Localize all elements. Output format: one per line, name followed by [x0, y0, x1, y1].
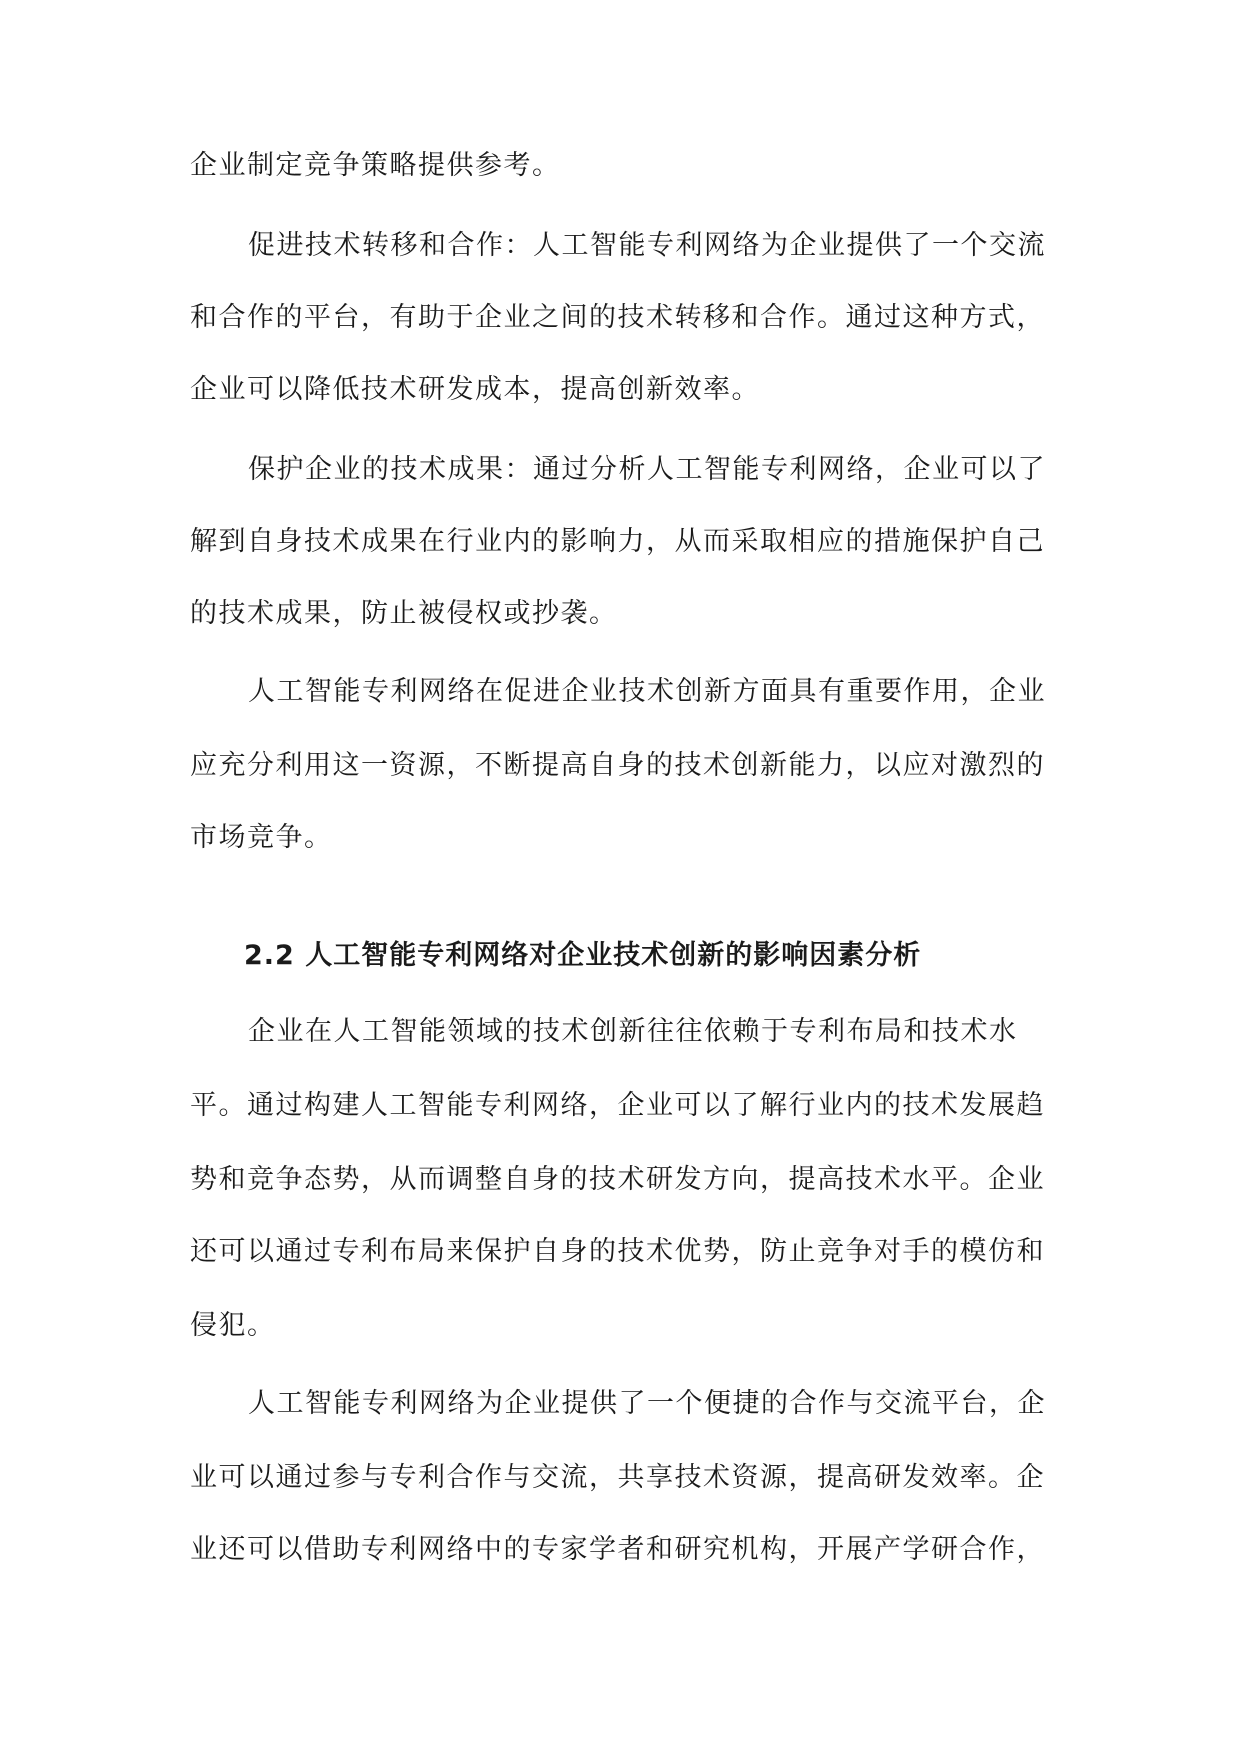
- text-line: 和合作的平台，有助于企业之间的技术转移和合作。通过这种方式，: [190, 302, 1045, 333]
- text-line: 应充分利用这一资源，不断提高自身的技术创新能力，以应对激烈的: [190, 750, 1045, 781]
- text-line: 业还可以借助专利网络中的专家学者和研究机构，开展产学研合作，: [190, 1534, 1045, 1565]
- text-line: 人工智能专利网络为企业提供了一个便捷的合作与交流平台，企: [248, 1388, 1046, 1419]
- text-line: 业可以通过参与专利合作与交流，共享技术资源，提高研发效率。企: [190, 1462, 1045, 1493]
- text-line: 企业制定竞争策略提供参考。: [190, 150, 561, 181]
- section-heading: 2.2 人工智能专利网络对企业技术创新的影响因素分析: [244, 940, 922, 971]
- text-line: 势和竞争态势，从而调整自身的技术研发方向，提高技术水平。企业: [190, 1164, 1045, 1195]
- text-line: 侵犯。: [190, 1310, 276, 1341]
- text-line: 的技术成果，防止被侵权或抄袭。: [190, 598, 618, 629]
- text-line: 市场竞争。: [190, 822, 333, 853]
- text-line: 人工智能专利网络在促进企业技术创新方面具有重要作用，企业: [248, 676, 1046, 707]
- text-line: 解到自身技术成果在行业内的影响力，从而采取相应的措施保护自己: [190, 526, 1045, 557]
- text-line: 还可以通过专利布局来保护自身的技术优势，防止竞争对手的模仿和: [190, 1236, 1045, 1267]
- text-line: 保护企业的技术成果：通过分析人工智能专利网络，企业可以了: [248, 454, 1046, 485]
- text-line: 企业可以降低技术研发成本，提高创新效率。: [190, 374, 760, 405]
- text-line: 促进技术转移和合作：人工智能专利网络为企业提供了一个交流: [248, 230, 1046, 261]
- text-line: 平。通过构建人工智能专利网络，企业可以了解行业内的技术发展趋: [190, 1090, 1045, 1121]
- text-line: 企业在人工智能领域的技术创新往往依赖于专利布局和技术水: [248, 1016, 1018, 1047]
